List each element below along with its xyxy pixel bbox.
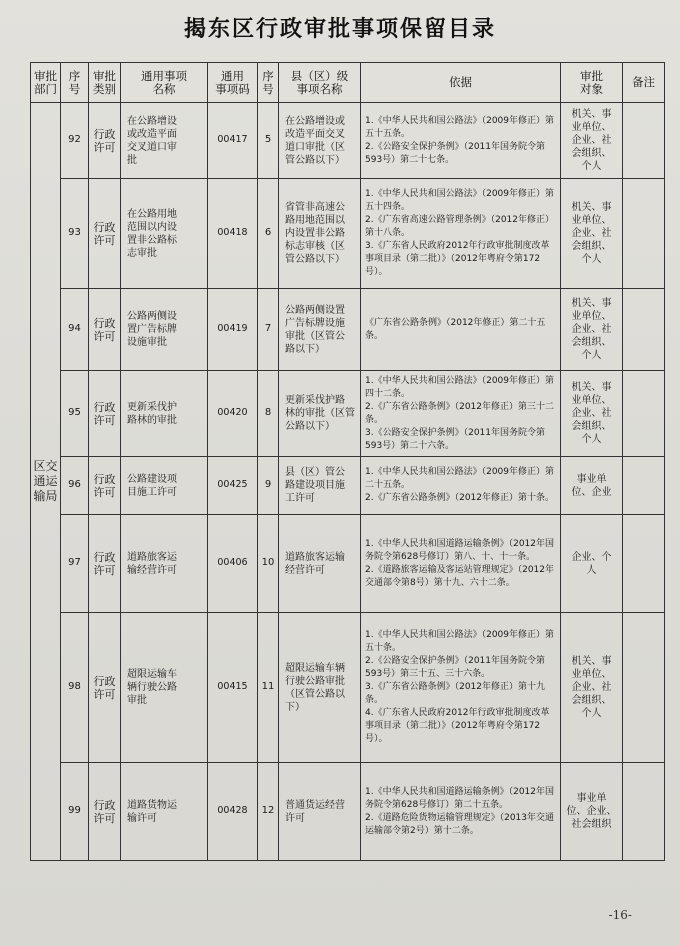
seq2-cell: 8: [258, 371, 279, 457]
basis-cell: [361, 515, 561, 613]
page-title: 揭东区行政审批事项保留目录: [183, 16, 496, 42]
seq2-cell: 11: [258, 613, 279, 763]
basis-cell: [361, 179, 561, 289]
category-cell: 行政 许可: [89, 515, 121, 613]
table-row: [31, 457, 665, 515]
county-name-cell: 道路旅客运输 经营许可: [279, 515, 361, 613]
seq-cell: 96: [61, 457, 89, 515]
basis-cell: [361, 613, 561, 763]
basis-item: 2.《道路旅客运输及客运站管理规定》（2012年交通部令第8号）第十九、六十二条。: [365, 564, 554, 588]
basis-cell: [361, 289, 561, 371]
seq-cell: 93: [61, 179, 89, 289]
general-name-cell: 超限运输车 辆行驶公路 审批: [121, 613, 208, 763]
header-seq: 序 号: [61, 63, 89, 103]
county-name-cell: 公路两侧设置 广告标牌设施 审批（区管公 路以下）: [279, 289, 361, 371]
page-number: -16-: [608, 908, 632, 922]
basis-item: 1.《中华人民共和国道路运输条例》（2012年国务院令第628号修订）第八、十、十一条。: [365, 538, 554, 562]
header-target: 审批 对象: [561, 63, 623, 103]
basis-cell: [361, 103, 561, 179]
basis-item: 2.《公路安全保护条例》（2011年国务院令第593号）第二十七条。: [365, 141, 545, 165]
basis-item: 1.《中华人民共和国公路法》（2009年修正）第五十五条。: [365, 115, 554, 139]
category-cell: 行政 许可: [89, 613, 121, 763]
category-cell: 行政 许可: [89, 457, 121, 515]
category-cell: 行政 许可: [89, 103, 121, 179]
remark-cell: [623, 613, 665, 763]
approval-table: [30, 62, 665, 861]
general-name-cell: 公路建设项 目施工许可: [121, 457, 208, 515]
remark-cell: [623, 457, 665, 515]
header-basis: 依据: [361, 63, 561, 103]
header-county-name: 县（区）级 事项名称: [279, 63, 361, 103]
seq-cell: 92: [61, 103, 89, 179]
table-row: [31, 289, 665, 371]
basis-cell: [361, 763, 561, 861]
target-cell: 事业单 位、企业、 社会组织: [561, 763, 623, 861]
seq-cell: 94: [61, 289, 89, 371]
seq2-cell: 5: [258, 103, 279, 179]
county-name-cell: 在公路增设或 改造平面交叉 道口审批（区 管公路以下）: [279, 103, 361, 179]
basis-item: 1.《中华人民共和国公路法》（2009年修正）第五十四条。: [365, 189, 554, 212]
general-name-cell: 公路两侧设 置广告标牌 设施审批: [121, 289, 208, 371]
seq-cell: 95: [61, 371, 89, 457]
basis-item: 2.《道路危险货物运输管理规定》（2013年交通运输部令第2号）第十二条。: [365, 812, 554, 836]
category-cell: 行政 许可: [89, 179, 121, 289]
table-row: [31, 613, 665, 763]
header-general-code: 通用 事项码: [208, 63, 258, 103]
seq-cell: 98: [61, 613, 89, 763]
category-cell: 行政 许可: [89, 763, 121, 861]
table-row: [31, 179, 665, 289]
general-code-cell: 00418: [208, 179, 258, 289]
category-cell: 行政 许可: [89, 371, 121, 457]
header-general-name: 通用事项 名称: [121, 63, 208, 103]
category-cell: 行政 许可: [89, 289, 121, 371]
county-name-cell: 更新采伐护路 林的审批（区管 公路以下）: [279, 371, 361, 457]
seq2-cell: 10: [258, 515, 279, 613]
header-remark: 备注: [623, 63, 665, 103]
general-code-cell: 00420: [208, 371, 258, 457]
general-code-cell: 00406: [208, 515, 258, 613]
general-code-cell: 00428: [208, 763, 258, 861]
general-name-cell: 在公路增设 或改造平面 交叉道口审 批: [121, 103, 208, 179]
seq-cell: 99: [61, 763, 89, 861]
basis-item: 1.《中华人民共和国道路运输条例》（2012年国务院令第628号修订）第二十五条。: [365, 786, 554, 810]
remark-cell: [623, 289, 665, 371]
seq2-cell: 7: [258, 289, 279, 371]
general-name-cell: 在公路用地 范围以内设 置非公路标 志审批: [121, 179, 208, 289]
basis-item: 1.《中华人民共和国公路法》（2009年修正）第四十二条。: [365, 375, 554, 399]
general-name-cell: 更新采伐护 路林的审批: [121, 371, 208, 457]
remark-cell: [623, 763, 665, 861]
header-dept: 审批 部门: [31, 63, 61, 103]
basis-cell: [361, 371, 561, 457]
remark-cell: [623, 371, 665, 457]
table-row: [31, 515, 665, 613]
basis-item: 2.《公路安全保护条例》（2011年国务院令第593号）第三十五、三十六条。: [365, 656, 545, 679]
basis-item: 2.《广东省公路条例》（2012年修正）第三十二条。: [365, 401, 554, 425]
target-cell: 机关、事 业单位、 企业、社 会组织、 个人: [561, 371, 623, 457]
target-cell: 企业、个 人: [561, 515, 623, 613]
basis-item: 《广东省公路条例》（2012年修正）第二十五条。: [365, 317, 546, 341]
table-header-row: [31, 63, 665, 103]
basis-item: 2.《广东省公路条例》（2012年修正）第十条。: [365, 493, 554, 503]
general-code-cell: 00417: [208, 103, 258, 179]
general-code-cell: 00415: [208, 613, 258, 763]
general-name-cell: 道路货物运 输许可: [121, 763, 208, 861]
basis-item: 3.《广东省人民政府2012年行政审批制度改革事项目录（第二批）》（2012年粤府令第172号）。: [365, 241, 550, 277]
target-cell: 机关、事 业单位、 企业、社 会组织、 个人: [561, 613, 623, 763]
county-name-cell: 普通货运经营 许可: [279, 763, 361, 861]
basis-item: 4.《广东省人民政府2012年行政审批制度改革事项目录（第二批）》（2012年粤府令第172号）。: [365, 708, 550, 744]
remark-cell: [623, 179, 665, 289]
target-cell: 机关、事 业单位、 企业、社 会组织、 个人: [561, 103, 623, 179]
department-cell: 区交 通运 输局: [31, 103, 61, 861]
header-seq2: 序 号: [258, 63, 279, 103]
basis-item: 1.《中华人民共和国公路法》（2009年修正）第二十五条。: [365, 467, 554, 490]
seq2-cell: 9: [258, 457, 279, 515]
county-name-cell: 超限运输车辆 行驶公路审批 （区管公路以 下）: [279, 613, 361, 763]
seq2-cell: 6: [258, 179, 279, 289]
basis-cell: [361, 457, 561, 515]
county-name-cell: 县（区）管公 路建设项目施 工许可: [279, 457, 361, 515]
general-code-cell: 00425: [208, 457, 258, 515]
table-row: [31, 103, 665, 179]
basis-item: 3.《公路安全保护条例》（2011年国务院令第593号）第二十六条。: [365, 427, 545, 451]
remark-cell: [623, 515, 665, 613]
county-name-cell: 省管非高速公 路用地范围以 内设置非公路 标志审核（区 管公路以下）: [279, 179, 361, 289]
table-row: [31, 763, 665, 861]
target-cell: 机关、事 业单位、 企业、社 会组织、 个人: [561, 179, 623, 289]
table-body: [31, 103, 665, 861]
general-name-cell: 道路旅客运 输经营许可: [121, 515, 208, 613]
remark-cell: [623, 103, 665, 179]
seq2-cell: 12: [258, 763, 279, 861]
seq-cell: 97: [61, 515, 89, 613]
basis-item: 1.《中华人民共和国公路法》（2009年修正）第五十条。: [365, 630, 554, 653]
table-row: [31, 371, 665, 457]
target-cell: 机关、事 业单位、 企业、社 会组织、 个人: [561, 289, 623, 371]
basis-item: 3.《广东省公路条例》（2012年修正）第十九条。: [365, 682, 545, 705]
header-category: 审批 类别: [89, 63, 121, 103]
basis-item: 2.《广东省高速公路管理条例》（2012年修正）第十八条。: [365, 215, 554, 238]
general-code-cell: 00419: [208, 289, 258, 371]
target-cell: 事业单 位、企业: [561, 457, 623, 515]
